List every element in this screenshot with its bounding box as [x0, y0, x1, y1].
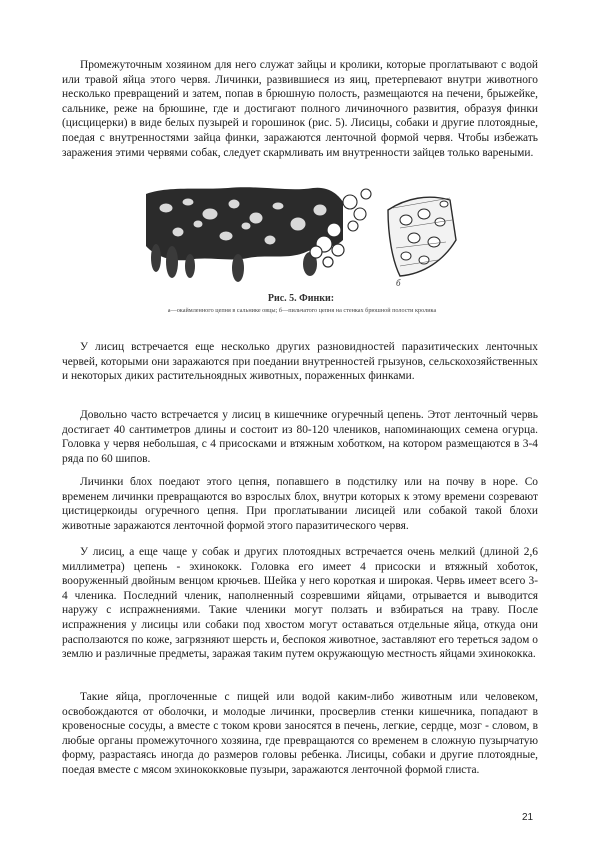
paragraph: У лисиц встречается еще несколько других разновидностей паразитических ленточных червей, которыми они заражаются при поедании внутренностей грызунов, сельскохозяйственных и некоторых диких растительноядных животных, пораженных финками.: [62, 341, 538, 383]
figure-caption: а—окаймленного цепня в сальнике овцы; б—пильчатого цепня на стенках брюшной полости кролика: [167, 307, 437, 314]
page-number: 21: [522, 812, 534, 823]
abdominal-wall-illustration: [388, 197, 456, 276]
paragraph: У лисиц, а еще чаще у собак и других плотоядных встречается очень мелкий (длиной 2,6 миллиметра) цепень - эхинококк. Головка его имеет 4 присоски и втяжный хоботок, вооруженный двойным венцом крючьев. Шейка у него короткая и широкая. Червь имеет всего 3-4 членика. Последний членик, наполненный созревшими яйцами, отрывается и выводится наружу с испражнениями. Такие членики могут ползать и взбираться на траву. После испражнения у лисицы или собаки под хвостом могут оставаться отдельные яйца, откуда они расползаются по коже, загрязняют шерсть и, беспокоя животное, заставляют его тереться задом о землю и различные предметы, заражая таким путем окружающую местность яйцами эхинококка.: [62, 546, 538, 661]
figure-label-b: б: [396, 278, 401, 288]
paragraph: Довольно часто встречается у лисиц в кишечнике огуречный цепень. Этот ленточный червь достигает 40 сантиметров длины и состоит из 80-120 члеников, напоминающих семена огурца. Головка у червя небольшая, с 4 присосками и втяжным хоботком, на котором размещаются в 3-4 ряда по 60 шипов.: [62, 409, 538, 465]
paragraph: Такие яйца, проглоченные с пищей или водой каким-либо животным или человеком, освобождаются от оболочки, и молодые личинки, просверлив стенки кишечника, попадают в кровеносные сосуды, а вместе с током крови заносятся в печень, легкие, сердце, мозг - словом, в любые органы промежуточного хозяина, где превращаются со временем в сложную пузырчатую форму, разрастаясь иногда до размеров головы ребенка. Лисицы, собаки и другие плотоядные, поедая вместе с мясом эхинококковые пузыри, заражаются ленточной формой глиста.: [62, 691, 538, 776]
paragraph: Промежуточным хозяином для него служат зайцы и кролики, которые проглатывают с водой или травой яйца этого червя. Личинки, развившиеся из яиц, претерпевают внутри животного несколько превращений и затем, попав в брюшную полость, размещаются на печени, брыжейке, сальнике, реже на брюшине, где и достигают полного личиночного развития, образуя финки (цисцицерки) в виде белых пузырей и горошинок (рис. 5). Лисицы, собаки и другие плотоядные, поедая с внутренностями зайца финки, заражаются ленточной формой червя. Чтобы избежать заражения этими червями собак, следует скармливать им внутренности зайцев только вареными.: [62, 59, 538, 159]
omentum-illustration: [146, 187, 371, 282]
cysts-drawing: [138, 180, 464, 295]
paragraph: Личинки блох поедают этого цепня, попавшего в подстилку или на почву в норе. Со временем личинки превращаются во взрослых блох, внутри которых к этому времени созревают цистицеркоиды огуречного цепня. При проглатывании лисицей или собакой такой блохи животные заражаются ленточной формой этого паразитического червя.: [62, 476, 538, 532]
figure-title: Рис. 5. Финки:: [267, 293, 335, 304]
